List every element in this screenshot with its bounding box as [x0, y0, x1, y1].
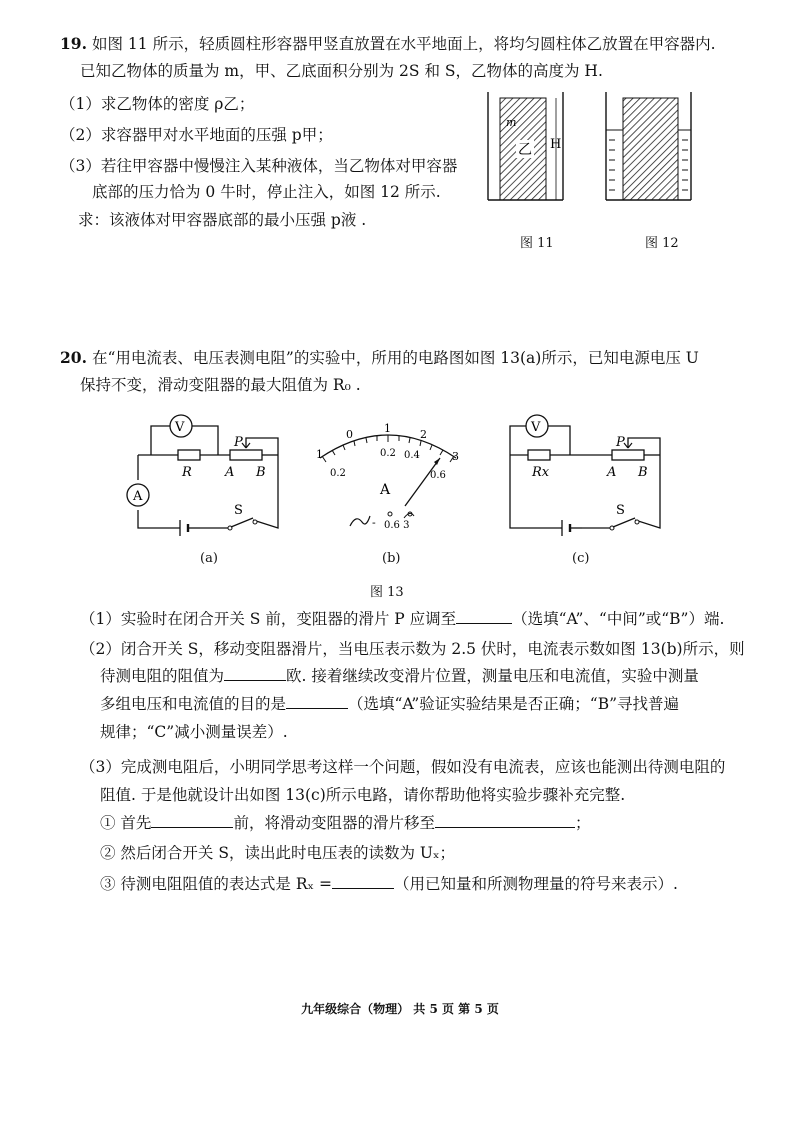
fig13b-top-tick-4: 3	[452, 450, 459, 463]
fig12-caption: 图 12	[645, 236, 679, 251]
fig11-caption: 图 11	[520, 236, 554, 251]
q19-part3-line2: 底部的压力恰为 0 牛时，停止注入，如图 12 所示.	[92, 183, 441, 201]
fig13c-S-label: S	[616, 503, 625, 518]
q20-part2-options: （选填“A”验证实验结果是否正确；“B”寻找普遍	[348, 695, 680, 713]
fig13c-A-terminal: A	[607, 465, 617, 480]
figure-13b-ammeter-dial	[310, 418, 470, 536]
q20-intro-line1: 在“用电流表、电压表测电阻”的实验中，所用的电路图如图 13(a)所示，已知电源电压 U	[92, 349, 699, 367]
fig13b-terminals: 0.6 3	[384, 520, 410, 531]
fig13c-voltmeter-label: V	[531, 420, 541, 435]
fig13b-needle	[405, 458, 440, 506]
q20-step1-blank-2[interactable]	[435, 813, 575, 828]
fig13c-caption: (c)	[572, 551, 590, 566]
fig13a-R-label: R	[182, 465, 192, 480]
q20-step2: ② 然后闭合开关 S，读出此时电压表的读数为 Uₓ；	[100, 844, 456, 862]
q20-step3-text-b: （用已知量和所测物理量的符号来表示）.	[394, 875, 678, 893]
q20-part2-line4: 规律；“C”减小测量误差）.	[100, 723, 288, 741]
fig13a-S-label: S	[234, 503, 243, 518]
figure-13c-circuit	[500, 410, 680, 540]
q20-step1-blank-1[interactable]	[151, 813, 233, 828]
q19-number: 19.	[60, 34, 87, 53]
fig13c-B-terminal: B	[638, 465, 648, 480]
q19-part2: （2）求容器甲对水平地面的压强 p甲；	[60, 126, 333, 144]
q19-part3-line3: 求：该液体对甲容器底部的最小压强 p液 .	[78, 211, 367, 229]
q20-part3-line2: 阻值. 于是他就设计出如图 13(c)所示电路，请你帮助他将实验步骤补充完整.	[100, 786, 626, 804]
fig13b-unit: A	[380, 482, 391, 498]
fig13a-P-label: P	[234, 435, 243, 450]
q20-step1-text-a: ① 首先	[100, 814, 152, 832]
q20-part3-line1: （3）完成测电阻后，小明同学思考这样一个问题，假如没有电流表，应该也能测出待测电阻的	[80, 758, 726, 776]
fig13a-B-terminal: B	[256, 465, 266, 480]
q19-intro-line2: 已知乙物体的质量为 m，甲、乙底面积分别为 2S 和 S，乙物体的高度为 H.	[80, 62, 603, 80]
fig13c-P-label: P	[616, 435, 625, 450]
q20-part1-text: （1）实验时在闭合开关 S 前，变阻器的滑片 P 应调至	[80, 610, 457, 628]
q20-resistance-blank[interactable]	[224, 666, 286, 681]
fig13b-top-tick-0: 1	[316, 448, 323, 461]
q20-step3	[100, 873, 678, 895]
fig13a-ammeter-label: A	[133, 489, 143, 504]
q20-part2-text-b: 欧. 接着继续改变滑片位置，测量电压和电流值，实验中测量	[286, 667, 699, 685]
fig13a-A-terminal: A	[225, 465, 235, 480]
q19-intro-line1: 如图 11 所示，轻质圆柱形容器甲竖直放置在水平地面上，将均匀圆柱体乙放置在甲容器内.	[92, 35, 716, 53]
fig13b-bottom-tick-3: 0.6	[430, 470, 446, 481]
q20-part2-line2	[100, 665, 699, 687]
fig13b-top-tick-2: 1	[384, 422, 391, 435]
q20-part1-blank[interactable]	[456, 609, 512, 624]
q20-purpose-blank[interactable]	[286, 694, 348, 709]
fig13-title: 图 13	[370, 585, 404, 600]
fig13b-bottom-tick-1: 0.2	[380, 448, 396, 459]
fig11-H-label: H	[550, 137, 562, 152]
q20-expression-blank[interactable]	[332, 874, 394, 889]
fig13b-bottom-tick-0: 0.2	[330, 468, 346, 479]
q20-step1	[100, 812, 590, 834]
fig13a-caption: (a)	[200, 551, 218, 566]
q20-part1	[80, 608, 724, 630]
q20-part2-text-c: 多组电压和电流值的目的是	[100, 695, 287, 713]
fig11-m-label: m	[506, 116, 517, 129]
fig13b-bottom-tick-2: 0.4	[404, 450, 420, 461]
fig13c-Rx-label: Rx	[532, 465, 550, 480]
q20-part2-text-a: 待测电阻的阻值为	[100, 667, 225, 685]
q20-part2-line1: （2）闭合开关 S，移动变阻器滑片，当电压表示数为 2.5 伏时，电流表示数如图 13(b)所示，则	[80, 640, 745, 658]
q19-part1: （1）求乙物体的密度 ρ乙；	[60, 95, 255, 113]
figure-12	[606, 92, 691, 200]
page-footer: 九年级综合（物理） 共 5 页 第 5 页	[301, 1002, 499, 1016]
q20-part1-options: （选填“A”、“中间”或“B”）端.	[512, 610, 725, 628]
fig11-yi-label: 乙	[518, 142, 532, 158]
q19-part3-line1: （3）若往甲容器中慢慢注入某种液体，当乙物体对甲容器	[60, 157, 458, 175]
q20-step1-text-b: 前，将滑动变阻器的滑片移至	[233, 814, 435, 832]
q20-part2-line3	[100, 693, 679, 715]
figure-13a-circuit	[118, 410, 298, 540]
q20-number: 20.	[60, 348, 87, 367]
fig13a-voltmeter-label: V	[175, 420, 185, 435]
fig13b-caption: (b)	[382, 551, 401, 566]
q20-step1-text-c: ；	[574, 814, 591, 832]
fig13b-top-tick-1: 0	[346, 428, 353, 441]
fig13b-top-tick-3: 2	[420, 428, 427, 441]
figure-11	[488, 92, 563, 200]
q20-step3-text-a: ③ 待测电阻阻值的表达式是 Rₓ =	[100, 875, 333, 893]
q20-intro-line2: 保持不变，滑动变阻器的最大阻值为 R₀ .	[80, 376, 361, 394]
figure-11-12	[478, 90, 718, 210]
fig13b-minus: -	[372, 516, 376, 529]
